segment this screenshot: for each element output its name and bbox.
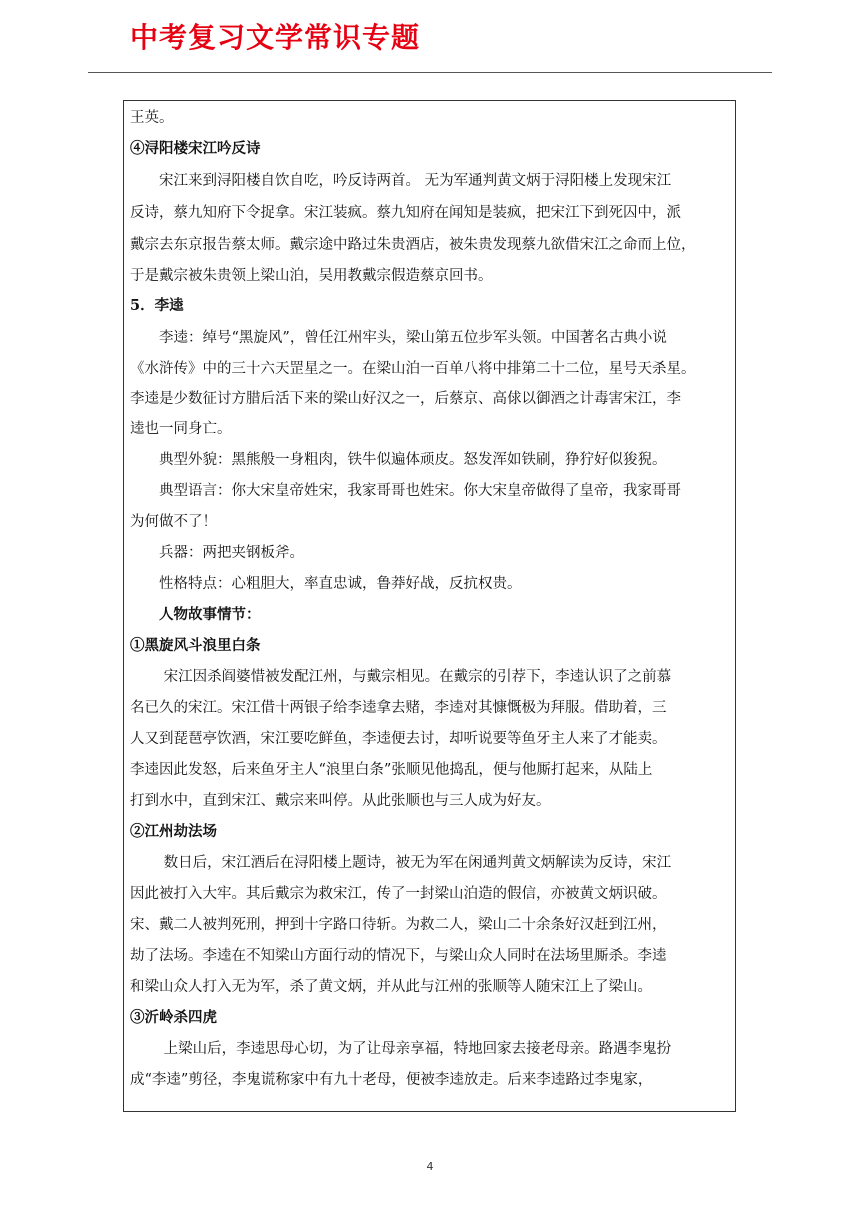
text-line: 性格特点：心粗胆大，率直忠诚，鲁莽好战，反抗权贵。 [130,576,522,592]
subheading: ④浔阳楼宋江吟反诗 [130,140,261,157]
text-line: 逵也一同身亡。 [130,421,232,437]
text-line: 劫了法场。李逵在不知梁山方面行动的情况下，与梁山众人同时在法场里厮杀。李逵 [130,948,667,964]
text-line: 《水浒传》中的三十六天罡星之一。在梁山泊一百单八将中排第二十二位，星号天杀星。 [130,361,696,377]
page-number: 4 [426,1160,434,1173]
text-line: 宋、戴二人被判死刑，押到十字路口待斩。为救二人，梁山二十余条好汉赶到江州， [130,917,667,933]
text-line: 王英。 [130,110,174,126]
text-line: 数日后，宋江酒后在浔阳楼上题诗，被无为军在闲通判黄文炳解读为反诗，宋江 [130,855,672,871]
text-line: 和梁山众人打入无为军，杀了黄文炳，并从此与江州的张顺等人随宋江上了梁山。 [130,979,652,995]
text-line: 名已久的宋江。宋江借十两银子给李逵拿去赌，李逵对其慷慨极为拜服。借助着，三 [130,700,667,716]
text-line: 上梁山后，李逵思母心切，为了让母亲享福，特地回家去接老母亲。路遇李鬼扮 [130,1041,672,1057]
text-line: 李逵因此发怒，后来鱼牙主人“浪里白条”张顺见他捣乱，便与他厮打起来，从陆上 [130,762,653,778]
text-line: 戴宗去东京报告蔡太师。戴宗途中路过朱贵酒店，被朱贵发现蔡九欲借宋江之命而上位， [130,237,696,253]
page-header-title: 中考复习文学常识专题 [130,21,421,54]
section-heading: 5．李逵 [130,297,184,314]
text-line: 人又到琵琶亭饮酒，宋江要吃鲜鱼，李逵便去讨，却听说要等鱼牙主人来了才能卖。 [130,731,667,747]
text-line: 兵器：两把夹钢板斧。 [130,545,304,561]
subheading: ②江州劫法场 [130,823,217,840]
text-line: 宋江来到浔阳楼自饮自吃，吟反诗两首。 无为军通判黄文炳于浔阳楼上发现宋江 [130,173,672,189]
text-line: 于是戴宗被朱贵领上梁山泊，吴用教戴宗假造蔡京回书。 [130,268,493,284]
text-line: 因此被打入大牢。其后戴宗为救宋江，传了一封梁山泊造的假信，亦被黄文炳识破。 [130,886,667,902]
header-divider [88,72,772,73]
text-line: 李逵：绰号“黑旋风”，曾任江州牢头，梁山第五位步军头领。中国著名古典小说 [130,330,667,346]
text-line: 典型外貌：黑熊般一身粗肉，铁牛似遍体顽皮。怒发浑如铁刷，狰狞好似狻猊。 [130,452,667,468]
text-line: 打到水中，直到宋江、戴宗来叫停。从此张顺也与三人成为好友。 [130,793,551,809]
text-line: 成“李逵”剪径，李鬼谎称家中有九十老母，便被李逵放走。后来李逵路过李鬼家， [130,1072,653,1088]
subheading: ③沂岭杀四虎 [130,1009,217,1026]
text-line: 反诗，蔡九知府下令捉拿。宋江装疯。蔡九知府在闻知是装疯，把宋江下到死囚中，派 [130,205,681,221]
text-line: 典型语言：你大宋皇帝姓宋，我家哥哥也姓宋。你大宋皇帝做得了皇帝，我家哥哥 [130,483,681,499]
text-line: 为何做不了！ [130,514,217,530]
text-line: 李逵是少数征讨方腊后活下来的梁山好汉之一，后蔡京、高俅以御酒之计毒害宋江，李 [130,391,681,407]
subheading: ①黑旋风斗浪里白条 [130,637,261,654]
subheading: 人物故事情节： [130,606,261,623]
text-line: 宋江因杀阎婆惜被发配江州，与戴宗相见。在戴宗的引荐下，李逵认识了之前慕 [130,669,672,685]
